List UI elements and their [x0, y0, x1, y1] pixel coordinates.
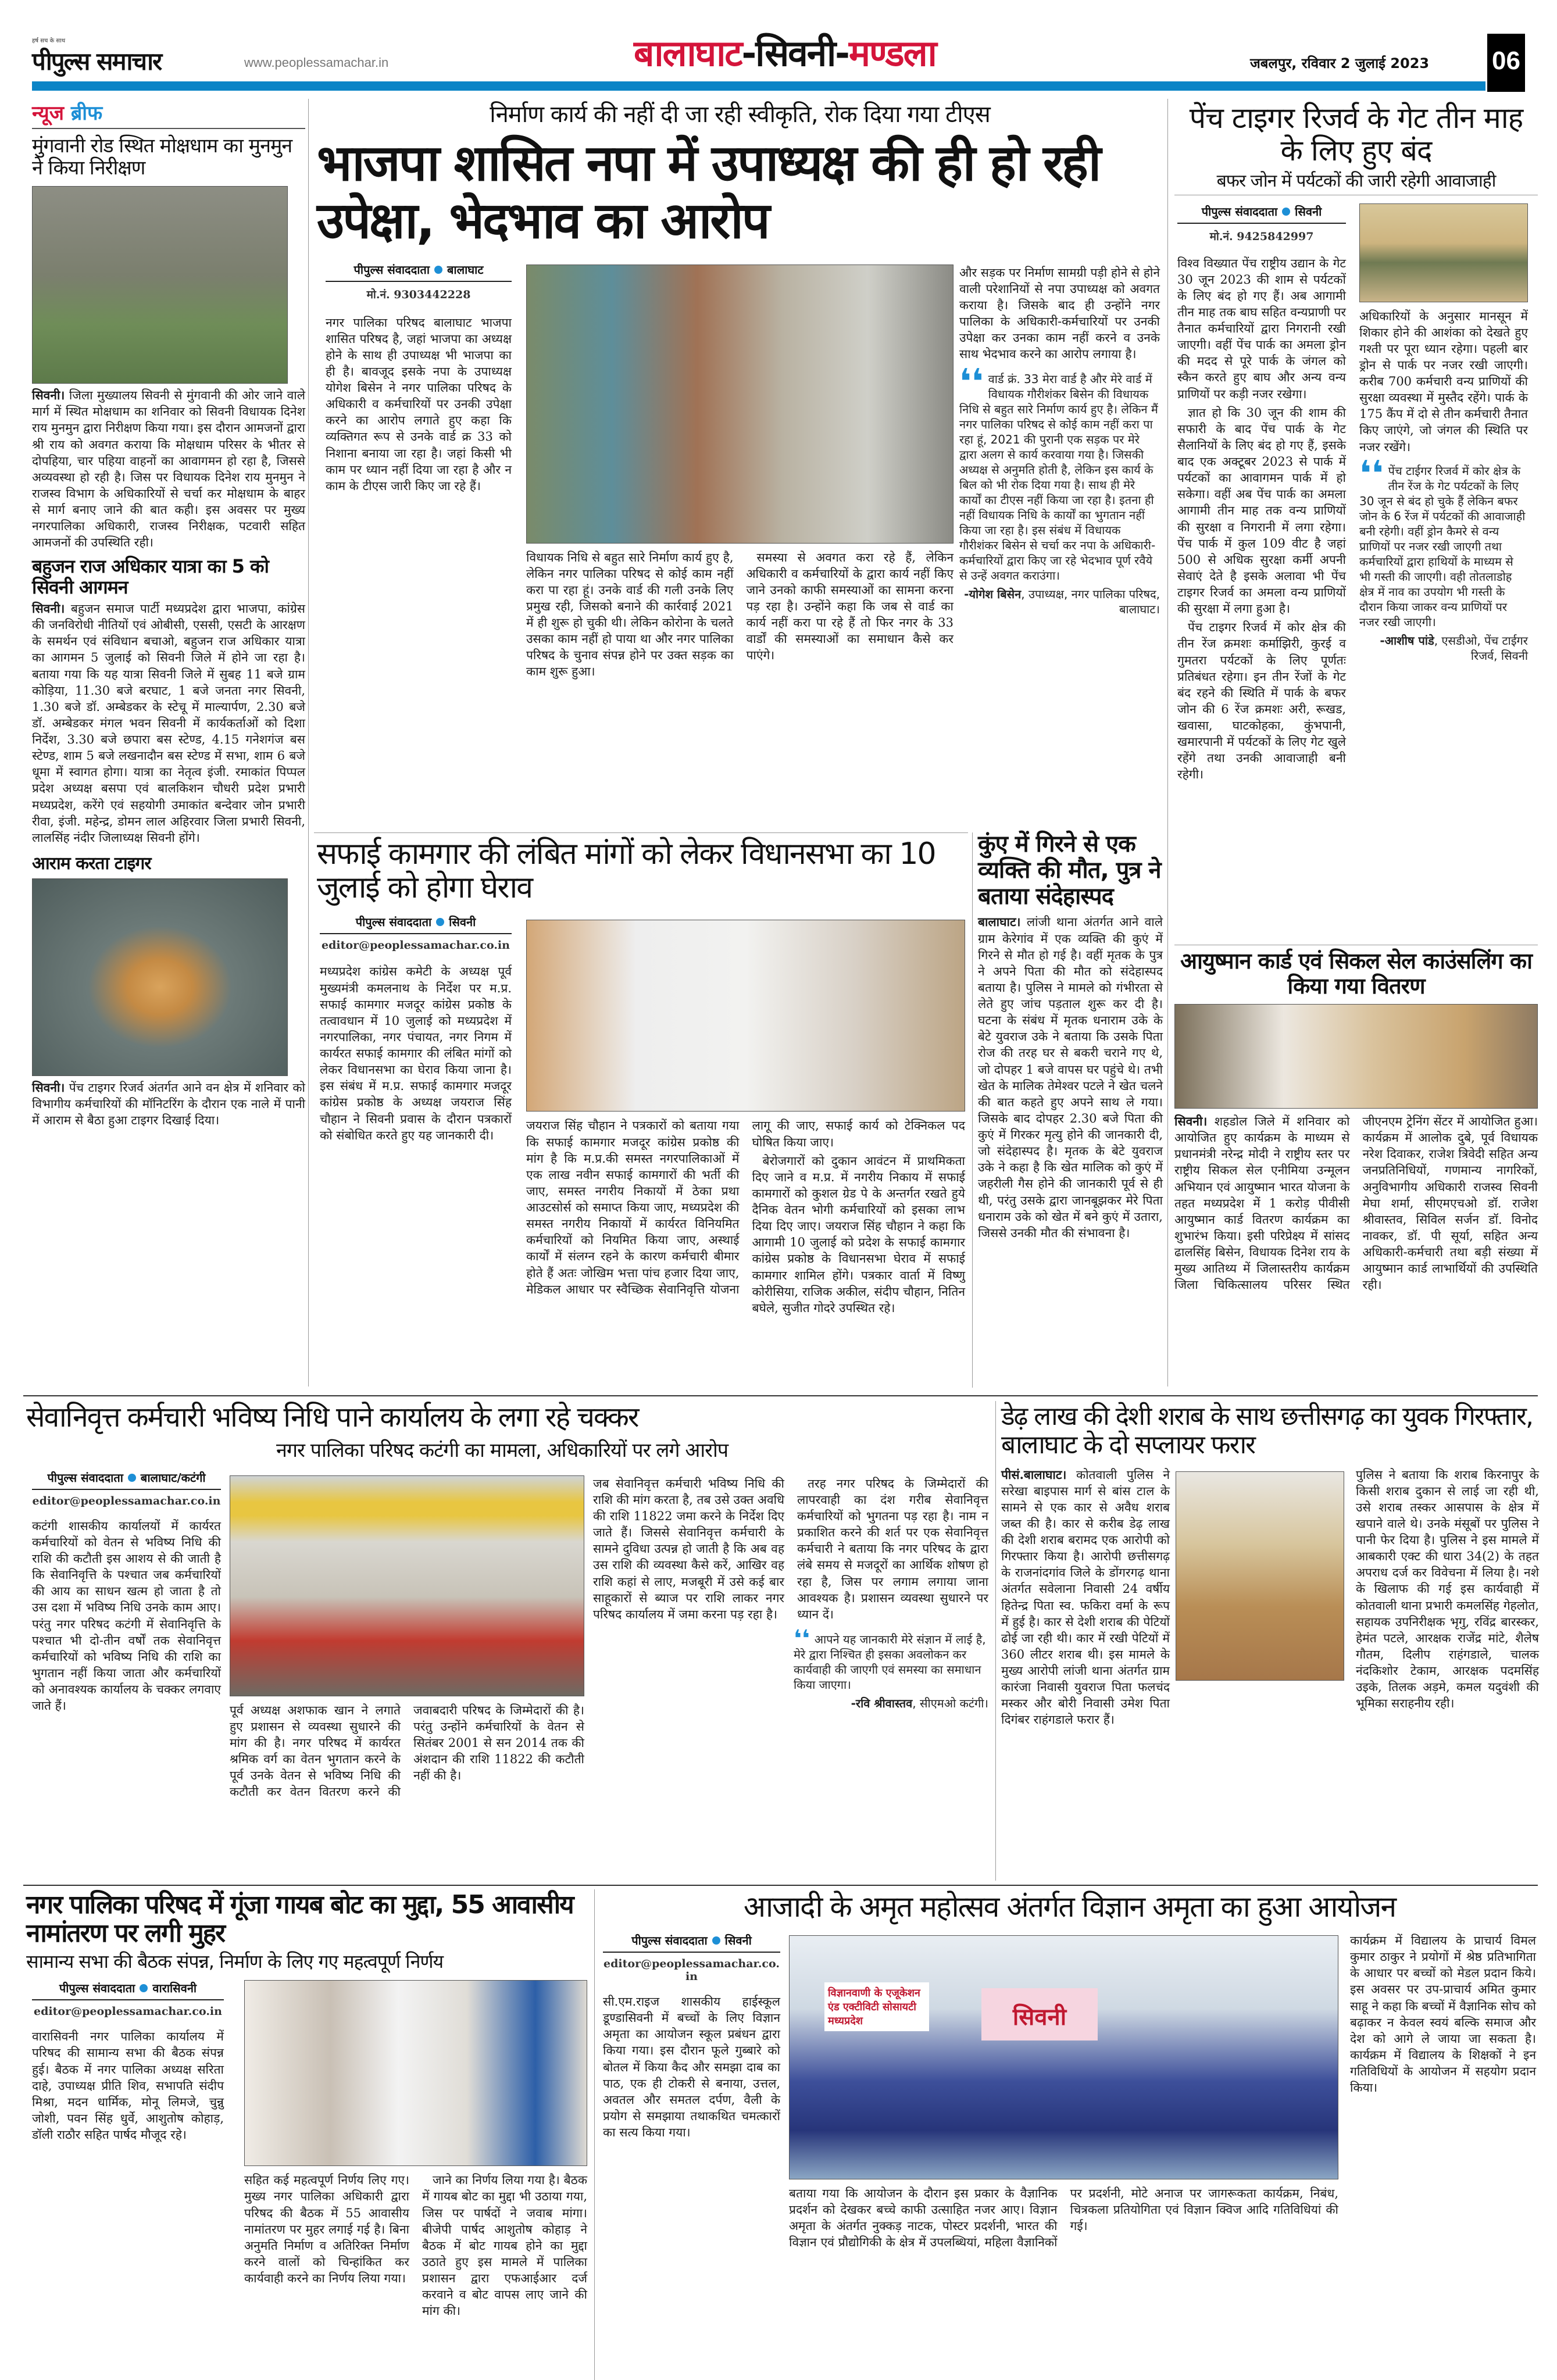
quote-role: , एसडीओ, पेंच टाईगर रिजर्व, सिवनी [1434, 633, 1528, 663]
byline-place: वारासिवनी [152, 1981, 197, 1996]
byline-place: बालाघाट/कटंगी [140, 1470, 206, 1485]
brief-dateline: सिवनी। [32, 1080, 65, 1095]
quote-mark-icon: ❛❛ [1359, 453, 1384, 494]
vigyan-body-right [1350, 1932, 1536, 2098]
pf-subhead: नगर पालिका परिषद कटंगी का मामला, अधिकारियों पर लगे आरोप [276, 1438, 728, 1462]
byline-source: पीपुल्स संवाददाता [353, 262, 430, 277]
main-body-under-photo [526, 549, 954, 680]
paragraph: बताया गया कि आयोजन के दौरान इस प्रकार के वैज्ञानिक प्रदर्शन को देखकर बच्चे काफी उत्साहित नजर आए। विज्ञान अमृता के अंतर्गत नुक्कड़ नाटक, पोस्टर प्रदर्शनी, भारत की विज्ञान एवं प्रौद्योगिकी के क्षेत्र में उपलब्धियां, महिला वैज्ञानिकों पर प्रदर्शनी, मोटे अनाज पर जागरूकता कार्यक्रम, निबंध, चित्रकला प्रतियोगिता एवं विज्ञान क्विज आदि गतिविधियां की गई। [789, 2186, 1338, 2250]
byline [32, 1980, 224, 2000]
liquor-body-left [1001, 1467, 1170, 1728]
pench-body-right [1359, 308, 1528, 455]
quote-attribution [959, 587, 1160, 617]
pf-body-right [593, 1475, 988, 1625]
waraseoni-headline: नगर पालिका परिषद में गूंजा गायब बोट का मुद्दा, 55 आवासीय नामांतरण पर लगी मुहर [26, 1890, 573, 1949]
paragraph: सी.एम.राइज शासकीय हाईस्कूल डूण्डासिवनी में बच्चों के लिए विज्ञान अमृता का आयोजन स्कूल प्रबंधन द्वारा किया गया। इस दौरान फूले गुब्बारे को बोतल में किया कैद और समझा दाब का पाठ, एक ही टोकरी से बनाया, उत्तल, अवतल और समतल दर्पण, वैली के प्रयोग से समझाया तथाकथित चमत्कारों का सत्य किया गया। [603, 1995, 780, 2139]
vigyan-headline: आजादी के अमृत महोत्सव अंतर्गत विज्ञान अमृता का हुआ आयोजन [743, 1890, 1396, 1924]
paragraph: जब सेवानिवृत्त कर्मचारी भविष्य निधि की राशि की मांग करता है, तब उसे उक्त अवधि की राशि 11822 जमा करने के निर्देश दिए जाते हैं। जिससे सेवानिवृत्त कर्मचारी के सामने दुविधा उत्पन्न हो जाती है कि अब वह उस राशि की व्यवस्था कैसे करें, आखिर वह राशि कहां से लाए, मजबूरी में उसे कई बार साहूकारों से ब्याज पर राशि लाकर नगर परिषद कार्यालय में जमा करना पड़ रहा है। [593, 1476, 784, 1621]
paragraph: जाने का निर्णय लिया गया है। बैठक में गायब बोट का मुद्दा भी उठाया गया, जिस पर पार्षदों ने जवाब मांगा। बीजेपी पार्षद आशुतोष कोहाड़ ने बैठक में बोट गायब होने का मुद्दा उठाते हुए इस मामले में पालिका प्रशासन द्वारा एफआईआर दर्ज करवाने व बोट वापस लाए जाने की मांग की। [422, 2173, 587, 2318]
pench-headline: पेंच टाइगर रिजर्व के गेट तीन माह के लिए हुए बंद [1189, 101, 1523, 167]
byline [320, 914, 512, 934]
brief-label: ब्रीफ [70, 102, 103, 125]
quote-mark-icon: ❛❛ [959, 362, 984, 403]
byline-place: सिवनी [724, 1934, 752, 1947]
logo-tagline: हर्ष सच के साथ [32, 38, 66, 44]
byline-source: पीपुल्स संवाददाता [59, 1981, 135, 1996]
logo [32, 36, 161, 77]
photo-arrested-youth-with-police [1176, 1471, 1344, 1681]
column-divider [308, 99, 309, 1386]
bullet-dot-icon [1282, 208, 1290, 216]
liquor-story [1001, 1402, 1539, 1727]
pf-left-col [32, 1470, 221, 1714]
quote-text: पेंच टाईगर रिजर्व में कोर क्षेत्र के तीन रेंज के गेट पर्यटकों के लिए 30 जून से बंद हो चुके हैं लेकिन बफर जोन के 6 रेंज में पर्यटकों की आवाजाही बनी रहेगी। वहीं ड्रोन कैमरे से वन्य प्राणियों पर नजर रखी जाएगी तथा कर्मचारियों द्वारा हाथियों के माध्यम से भी गस्ती की जाएगी। वही तोतलाडोह क्षेत्र में नाव का उपयोग भी गस्ती के दौरान किया जाकर वन्य प्राणियों पर नजर रखी जाएगी। [1359, 463, 1526, 629]
photo-nagar-parishad-office [230, 1475, 584, 1696]
waraseoni-story [26, 1890, 590, 2318]
brief-body [32, 1080, 305, 1128]
brief-dateline: सिवनी। [32, 601, 65, 616]
bullet-dot-icon [712, 1936, 720, 1945]
main-body-col1: नगर पालिका परिषद बालाघाट भाजपा शासित परिषद है, जहां भाजपा का अध्यक्ष होने के साथ ही उपाध्यक्ष भी भाजपा का ही है। बावजूद इसके नपा के उपाध्यक्ष योगेश बिसेन ने नगर पालिका परिषद के अधिकारी व कर्मचारियों पर उनकी उपेक्षा करने का आरोप लगाते हुए कहा कि व्यक्तिगत रूप से उनके वार्ड क्र 33 को निशाना बनाया जा रहा है। जहां किसी भी काम पर ध्यान नहीं दिया जा रहा है और न काम के टीएस जारी किए जा रहे हैं। [326, 315, 512, 493]
main-story [317, 101, 1163, 679]
pull-quote [1359, 453, 1528, 663]
news-brief-label [32, 99, 305, 129]
waraseoni-body-under-photo [244, 2172, 587, 2319]
paragraph: पूर्व अध्यक्ष अशफाक खान ने लगाते हुए प्रशासन से व्यवस्था सुधारने की मांग की है। नगर परिषद में कार्यरत श्रमिक वर्ग का वेतन भुगतान करने के पूर्व उनके वेतन से भविष्य निधि की कटौती कर वेतन वितरण करने की जवाबदारी परिषद के जिम्मेदारों की है। परंतु उन्होंने कर्मचारियों के वेतन से सितंबर 2001 से सन 2014 तक की अंशदान की राशि 11822 की कटौती नहीं की है। [230, 1703, 584, 1799]
pench-subhead: बफर जोन में पर्यटकों की जारी रहेगी आवाजाही [1174, 171, 1538, 195]
edition-title [634, 28, 936, 77]
pench-body [1177, 255, 1346, 783]
photo-vice-president-group [526, 265, 954, 544]
pf-story [26, 1401, 991, 1799]
contact-email: editor@peoplessamachar.co.in [32, 1494, 221, 1507]
brief-text: जिला मुख्यालय सिवनी से मुंगवानी की ओर जाने वाले मार्ग में स्थित मोक्षधाम का शनिवार को सिवनी विधायक दिनेश राय मुनमुन द्वारा निरीक्षण किया गया। इस दौरान आमजनों द्वारा श्री राय को अवगत कराया कि मोक्षधाम परिसर के भीतर से दोपहिया, चार पहिया वाहनों का आवागमन हो रहा है, जिससे अव्यवस्था हो रही है। जिस पर विधायक दिनेश राय मुनमुन ने राजस्व विभाग के अधिकारियों से चर्चा कर मोक्षधाम के बाहर से मार्ग बनाए जाने की बात कही। इस अवसर पर मुख्य नगरपालिका अधिकारी, राजस्व निरीक्षक, पटवारी सहित आमजनों की उपस्थिति रही। [32, 388, 305, 550]
liquor-headline: डेढ़ लाख की देशी शराब के साथ छत्तीसगढ़ का युवक गिरफ्तार, बालाघाट के दो सप्लायर फरार [1001, 1402, 1533, 1460]
byline-source: पीपुल्स संवाददाता [47, 1470, 123, 1485]
safai-left-col [320, 914, 512, 1143]
vigyan-amrita-story [600, 1890, 1539, 2250]
paragraph: कार्यक्रम में विद्यालय के प्राचार्य विमल कुमार ठाकुर ने प्रयोगों में श्रेष्ठ प्रतिभागिता के आधार पर बच्चों को मेडल प्रदान किये। इस अवसर पर उप-प्राचार्य अमित कुमार साहू ने कहा कि बच्चों में वैज्ञानिक सोच को बढ़ाकर न केवल स्वयं बल्कि समाज और देश को आगे ले जाया जा सकता है। कार्यक्रम में विद्यालय के शिक्षकों ने इन गतिविधियों के आयोजन में सहयोग प्रदान किया। [1350, 1934, 1536, 2095]
page-number-text: 06 [1492, 47, 1520, 75]
well-body [978, 914, 1163, 1241]
safai-body-under-photo [526, 1117, 965, 1316]
quote-role: , सीएमओ कटंगी। [912, 1696, 988, 1710]
dateline: जबलपुर, रविवार 2 जुलाई 2023 [1250, 55, 1430, 72]
pench-story [1174, 101, 1538, 782]
paragraph: वारासिवनी नगर पालिका कार्यालय में परिषद की सामान्य सभा की बैठक संपन्न हुई। बैठक में नगर पालिका अध्यक्ष सरिता दाहे, उपाध्यक्ष प्रीति शिव, सभापति संदीप मिश्रा, मदन धार्मिक, मोनू लिमजे, चुन्नु जोशी, पवन सिंह धुर्वे, आशुतोष कोहाड़, डॉली राठौर सहित पार्षद मौजूद रहे। [32, 2029, 224, 2142]
paragraph: ज्ञात हो कि 30 जून की शाम की सफारी के बाद पेंच पार्क के गेट सैलानियों के लिए बंद हो गए हैं, इसके बाद एक अक्टूबर 2023 से पार्क में पर्यटकों का आवागमन पार्क में हो सकेगा। वहीं अब पेंच पार्क का अमला आगामी तीन माह तक वन्य प्राणियों की सुरक्षा व निगरानी में लगा रहेगा। पेंच पार्क में कुल 109 वीट है जहां 500 से अधिक सुरक्षा कर्मी अपनी सेवाएं देते है इसके अलावा भी पेंच टाइगर रिजर्व का अमला वन्य प्राणियों की सुरक्षा में लगा हुआ है। [1177, 405, 1346, 616]
page-number [1487, 34, 1525, 92]
main-headline: भाजपा शासित नपा में उपाध्यक्ष की ही हो रही उपेक्षा, भेदभाव का आरोप [317, 134, 1100, 250]
quote-name: -योगेश बिसेन [964, 587, 1022, 602]
photo-moksha-dham-inspection [32, 186, 288, 384]
photo-ayushman-card-distribution [1174, 1004, 1538, 1109]
photo-council-meeting [244, 1980, 587, 2166]
photo-press-conference [526, 920, 965, 1112]
row-divider [23, 1885, 1538, 1886]
bullet-dot-icon [140, 1984, 148, 1992]
quote-attribution [794, 1696, 988, 1711]
paragraph: पेंच टाइगर रिजर्व में कोर क्षेत्र की तीन रेंज क्रमशः कर्माझिरी, कुरई व गुमतरा पर्यटकों के लिए पूर्णतः प्रतिबंधत रहेगा। इन तीन रेंजों के गेट बंद रहने की स्थिति में पार्क के बफर जोन की 6 रेंज क्रमशः अरी, रूखड, खवासा, घाटकोहका, कुंभपानी, खमारपानी में पर्यटकों के लिए गेट खुले रहेंगे तथा उनकी आवाजाही बनी रहेगी। [1177, 620, 1346, 782]
edition-balaghat: बालाघाट [634, 32, 742, 74]
paragraph: जयराज सिंह चौहान ने पत्रकारों को बताया गया कि सफाई कामगार मजदूर कांग्रेस प्रकोष्ठ की मांग है कि म.प्र.की समस्त नगरपालिकाओं में एक लाख नवीन सफाई कामगारों की भर्ती की जाए, समस्त नगरीय निकायों में ठेका प्रथा आउटसोर्स को समाप्त किया जाए, मध्यप्रदेश की समस्त नगरीय निकायों में कार्यरत विनियमित कर्मचारियों को नियमित किया जाए, अस्थाई कार्यों में संलग्न रहने के कारण कर्मचारी बीमार होते हैं अतः जोखिम भत्ता पांच हजार दिया जाए, मेडिकल आधार पर स्वैच्छिक सेवानिवृत्ति योजना लागू की जाए, सफाई कार्य को टेक्निकल पद घोषित किया जाए। [526, 1118, 965, 1296]
ayushman-dateline: सिवनी। [1174, 1114, 1208, 1129]
news-label: न्यूज [32, 102, 64, 125]
byline-source: पीपुल्स संवाददाता [1201, 204, 1278, 219]
safai-story [317, 837, 968, 1315]
bullet-dot-icon [436, 918, 444, 926]
contact-email: editor@peoplessamachar.co.in [322, 939, 510, 952]
paragraph: समस्या से अवगत करा रहे हैं, लेकिन अधिकारी व कर्मचारियों के द्वारा कार्य नहीं किए जाने उनको काफी समस्याओं का सामना करना पड़ रहा है। उन्होंने कहा कि जब से वार्ड का कार्य नहीं करा पा रहे हैं तो फिर नगर के 33 वार्डों की समस्याओं का समाधान कैसे कर पाएंगे। [746, 550, 954, 663]
brief-text: पेंच टाइगर रिजर्व अंतर्गत आने वन क्षेत्र में शनिवार को विभागीय कर्मचारियों की मॉनिटरिंग के दौरान एक नाले में पानी में आराम से बैठा हुआ टाइगर दिखाई दिया। [32, 1080, 305, 1127]
byline [326, 262, 512, 282]
column-divider [972, 832, 973, 1388]
byline-source: पीपुल्स संवाददाता [355, 915, 432, 930]
row-divider [23, 1395, 1538, 1396]
masthead-blue-bar [32, 81, 1485, 91]
byline-place: सिवनी [449, 915, 476, 930]
pench-left-col [1177, 203, 1346, 785]
edition-seoni: -सिवनी- [741, 32, 849, 74]
waraseoni-left-col [32, 1980, 224, 2143]
paragraph: तरह नगर परिषद के जिम्मेदारों की लापरवाही का दंश गरीब सेवानिवृत्त कर्मचारियों को भुगतना पड़ रहा है। नाम न प्रकाशित करने की शर्त पर एक सेवानिवृत्त कर्मचारी ने बताया कि नगर परिषद के द्वारा लंबे समय से मजदूरों का आर्थिक शोषण हो रहा है, जिस पर लगाम लगाया जाना आवश्यक है। प्रशासन व्यवस्था सुधारने पर ध्यान दें। [797, 1476, 988, 1621]
brief-headline: बहुजन राज अधिकार यात्रा का 5 को सिवनी आगमन [32, 555, 269, 599]
pf-body-under-photo [230, 1702, 584, 1800]
brief-headline: आराम करता टाइगर [32, 853, 151, 874]
paragraph: विश्व विख्यात पेंच राष्ट्रीय उद्यान के गेट 30 जून 2023 की शाम से पर्यटकों के लिए बंद हो गए हैं। अब आगामी तीन माह तक बाघ सहित वन्यप्राणी पर तैनात कर्मचारियों द्वारा निगरानी रखी जाएगी। वहीं पेंच पार्क का अमला ड्रोन की मदद से पूरे पार्क के जंगल को स्कैन करते हुए बाघ और अन्य वन्य प्राणियों पर कड़ी नजर रखेगा। [1177, 256, 1346, 401]
paragraph: अधिकारियों के अनुसार मानसून में शिकार होने की आशंका को देखते हुए गश्ती पर पूरा ध्यान रहेगा। पहली बार ड्रोन से पार्क पर नजर रखी जाएगी। करीब 700 कर्मचारी वन्य प्राणियों की सुरक्षा व्यवस्था में मुस्तैद रहेंगे। पार्क के 175 कैंप में दो से तीन कर्मचारी तैनात किए जाएंगे, जो जंगल की स्थिति पर नजर रखेंगे। [1359, 309, 1528, 454]
photo-pench-gate [1359, 203, 1528, 302]
byline-source: पीपुल्स संवाददाता [631, 1934, 708, 1947]
pf-headline: सेवानिवृत्त कर्मचारी भविष्य निधि पाने कार्यालय के लगा रहे चक्कर [26, 1401, 638, 1434]
pull-quote [794, 1625, 988, 1711]
main-right-col [959, 265, 1160, 617]
pull-quote [959, 362, 1160, 617]
quote-role: , उपाध्यक्ष, नगर पालिका परिषद, बालाघाट। [1021, 587, 1160, 617]
ayushman-story [1174, 945, 1538, 1293]
quote-mark-icon: ❛❛ [794, 1625, 810, 1652]
brief-headline: मुंगवानी रोड स्थित मोक्षधाम का मुनमुन ने किया निरीक्षण [32, 134, 292, 180]
pench-right-col [1359, 203, 1528, 663]
liquor-dateline: पीसं.बालाघाट। [1001, 1467, 1067, 1482]
ayushman-body [1174, 1113, 1538, 1293]
well-headline: कुंए में गिरने से एक व्यक्ति की मौत, पुत्र ने बताया संदेहास्पद [978, 831, 1161, 910]
brief-text: बहुजन समाज पार्टी मध्यप्रदेश द्वारा भाजपा, कांग्रेस की जनविरोधी नीतियों एवं ओबीसी, एससी, एसटी के आरक्षण के समर्थन एवं संविधान बचाओ, बहुजन राज अधिकार यात्रा का आगमन 5 जुलाई को सिवनी जिले में होने जा रहा है। बताया गया कि यह यात्रा सिवनी जिले में सुबह 11 बजे ग्राम कोड़िया, 11.30 बजे बरघाट, 1 बजे जनता नगर सिवनी, 1.30 बजे डॉ. अम्बेडकर के स्टेचू में माल्यार्पण, 2.30 बजे डॉ. अम्बेडकर मंगल भवन सिवनी में कार्यकर्ताओं को दिशा निर्देश, 3.30 बजे छपारा बस स्टेण्ड, 4.15 गनेशगंज बस स्टेण्ड, शाम 5 बजे लखनादौन बस स्टेण्ड में सभा, शाम 6 बजे धूमा में स्वागत होगा। यात्रा का नेतृत्व इंजी. रमाकांत पिप्पल प्रदेश अध्यक्ष बसपा एवं बालकिशन चौधरी प्रदेश प्रभारी मध्यप्रदेश, करेंगे एवं सहयोगी उमाकांत बन्देवार जोन प्रभारी रीवा, इंजी. महेन्द्र, डोमन लाल अहिरवार जिला प्रभारी सिवनी, लालसिंह नंदीर जिलाध्यक्ष सिवनी होंगे। [32, 602, 305, 845]
brief-body [32, 387, 305, 551]
paragraph: कटंगी शासकीय कार्यालयों में कार्यरत कर्मचारियों को वेतन से भविष्य निधि की राशि की कटौती इस आशय से की जाती है कि सेवानिवृत्ति के पश्चात जब कर्मचारियों की आय का साधन खत्म हो जाता है तो उस दशा में भविष्य निधि उनके काम आए। परंतु नगर परिषद कटंगी में सेवानिवृत्ति के पश्चात भी दो-तीन वर्षों तक सेवानिवृत्त कर्मचारियों को भविष्य निधि की राशि का भुगतान नहीं किया जाता और कर्मचारियों को अनावश्यक कार्यालय के चक्कर लगवाए जाते हैं। [32, 1518, 221, 1713]
contact-email: editor@peoplessamachar.co.in [34, 2005, 222, 2018]
waraseoni-subhead: सामान्य सभा की बैठक संपन्न, निर्माण के लिए गए महत्वपूर्ण निर्णय [26, 1950, 444, 1972]
liquor-body-right [1356, 1467, 1539, 1714]
vigyan-body-under-photo [789, 2185, 1338, 2251]
contact-email: editor@peoplessamachar.co.in [603, 1957, 780, 1983]
well-dateline: बालाघाट। [978, 914, 1021, 930]
column-divider [1167, 99, 1168, 1386]
paragraph: बेरोजगारों को दुकान आवंटन में प्राथमिकता दिए जाने व म.प्र. में नगरीय निकाय में सफाई कामगारों को कुशल ग्रेड पे के अन्तर्गत रखते हुये दैनिक वेतन भोगी कर्मचारियों को इसका लाभ दिया दिए जाए। जयराज सिंह चौहान ने कहा कि आगामी 10 जुलाई को प्रदेश के सफाई कामगार कांग्रेस प्रकोष्ठ के विधानसभा घेराव में सफाई कामगार शामिल होंगे। पत्रकार वार्ता में विष्णु कोरीसिया, राजिक अकील, संदीप चौहान, नितिन बघेले, सुजीत गोदरे उपस्थित रहे। [752, 1153, 965, 1315]
byline-place: बालाघाट [447, 262, 484, 277]
website-url: www.peoplessamachar.in [244, 55, 389, 70]
photo-resting-tiger [32, 878, 288, 1076]
paragraph: विधायक निधि से बहुत सारे निर्माण कार्य हुए है, लेकिन नगर पालिका परिषद से कोई काम नहीं करा पा रहा हूं। उनके वार्ड की गली उनके लिए प्रमुख रही, जिसको बनाने की कार्रवाई 2021 में ही शुरू हो चुकी थी। लेकिन कोरोना के चलते उसका काम नहीं हो पाया था और नगर पालिका परिषद के चुनाव संपन्न होने पर उक्त सड़क का काम शुरू हुआ। [526, 550, 734, 679]
contact-number: मो.नं. 9303442228 [366, 288, 471, 301]
main-byline-block [326, 262, 512, 494]
well-text: लांजी थाना अंतर्गत आने वाले ग्राम केरेगांव में एक व्यक्ति की कुएं में गिरने से मौत हो गई है। वहीं मृतक के पुत्र ने अपने पिता की मौत को संदेहास्पद बताया है। पुलिस ने मामले को गंभीरता से लेते हुए जांच पड़ताल शुरू कर दी है। घटना के संबंध में मृतक धनाराम उके के बेटे युवराज उके ने बताया कि उसके पिता रोज की तरह घर से बकरी चराने गए थे, जो दोपहर 1 बजे वापस घर पहुंचे थे। तभी खेत के मालिक तेमेश्वर पटले ने खेत चलने की बात कहते हुए अपने साथ ले गया। जिसके बाद दोपहर 2.30 बजे पिता की कुएं में गिरकर मृत्यु होने की जानकारी दी, जो संदेहास्पद है। मृतक के बेटे युवराज उके ने कहा है कि खेत मालिक को कुएं में जहरीली गैस होने की जानकारी पूर्व से ही थी, परंतु उसके द्वारा जानबूझकर मेरे पिता धनाराम उके को खेत में बने कुएं में उतारा, जिससे उनकी मौत की संभावना है। [978, 915, 1163, 1240]
column-divider [995, 1401, 996, 1881]
quote-text: आपने यह जानकारी मेरे संज्ञान में लाई है, मेरे द्वारा निश्चित ही इसका अवलोकन कर कार्यवाही की जाएगी एवं समस्या का समाधान किया जाएगा। [794, 1632, 986, 1692]
quote-name: -रवि श्रीवास्तव [851, 1696, 913, 1710]
quote-attribution [1359, 633, 1528, 663]
bullet-dot-icon [434, 266, 442, 274]
paragraph: सहित कई महत्वपूर्ण निर्णय लिए गए। मुख्य नगर पालिका अधिकारी द्वारा परिषद की बैठक में 55 आवासीय नामांतरण पर मुहर लगाई गई है। बिना अनुमति निर्माण व अतिरिक्त निर्माण करने वालों को चिन्हांकित कर कार्यवाही करने का निर्णय लिया गया। [244, 2173, 409, 2286]
paragraph: कोतवाली पुलिस ने सरेखा बाइपास मार्ग से बांस टाल के सामने से एक कार से अवैध शराब जब्त की है। कार से करीब डेढ़ लाख की देशी शराब बरामद एक आरोपी को गिरफ्तार किया है। आरोपी छत्तीसगढ़ के राजनांदगांव जिले के डोंगरगढ़ थाना अंतर्गत सवेलाना निवासी 24 वर्षीय हितेन्द्र पिता स्व. फकिरा वर्मा के रूप में हुई है। कार से देशी शराब की पेटियों ढोई जा रही थी। कार में रखी पेटियों में 360 लीटर शराब थी। इस मामले के मुख्य आरोपी लांजी थाना अंतर्गत ग्राम कारंजा निवासी युवराज पिता फलचंद मस्कर और बोरी निवासी उमेश पिता दिगंबर राहंगडाले फरार हैं। [1001, 1467, 1170, 1727]
ayushman-text: शहडोल जिले में शनिवार को आयोजित हुए कार्यक्रम के माध्यम से प्रधानमंत्री नरेन्द्र मोदी ने राष्ट्रीय स्तर पर राष्ट्रीय सिकल सेल एनीमिया उन्मूलन अभियान एवं आयुष्मान भारत योजना के तहत मध्यप्रदेश में 1 करोड़ पीवीसी आयुष्मान कार्ड वितरण कार्यक्रम का शुभारंभ किया। इसी परिप्रेक्ष्य में सांसद ढालसिंह बिसेन, विधायक दिनेश राय के मुख्य आतिथ्य में जिलास्तरीय कार्यक्रम जिला चिकित्सालय परिसर स्थित जीएनएम ट्रेनिंग सेंटर में आयोजित हुआ। कार्यक्रम में आलोक दुबे, पूर्व विधायक नरेश दिवाकर, राजेश त्रिवेदी सहित अन्य जनप्रतिनिधियों, गणमान्य नागरिकों, अनुविभागीय अधिकारी राजस्व सिवनी मेघा शर्मा, सीएमएचओ डॉ. राजेश श्रीवास्तव, सिविल सर्जन डॉ. विनोद नावकर, डॉ. पी सूर्या, सहित अन्य अधिकारी-कर्मचारी तथा बड़ी संख्या में आयुष्मान कार्ड लाभार्थियों की उपस्थिति रही। [1174, 1114, 1538, 1292]
column-divider [594, 1889, 595, 2380]
photo-banner-text: विज्ञानवाणी के एजूकेशन एंड एक्टीविटी सोसायटी मध्यप्रदेश [824, 1982, 929, 2031]
edition-mandla: मण्डला [848, 32, 936, 74]
news-brief-column [32, 99, 305, 1128]
brief-dateline: सिवनी। [32, 388, 65, 403]
byline [603, 1932, 780, 1953]
paragraph: मध्यप्रदेश कांग्रेस कमेटी के अध्यक्ष पूर्व मुख्यमंत्री कमलनाथ के निर्देश पर म.प्र. सफाई कामगार मजदूर कांग्रेस प्रकोष्ठ के तत्वावधान में 10 जुलाई को मध्यप्रदेश में नगरपालिका, नगर पंचायत, नगर निगम में कार्यरत सफाई कामगार की लंबित मांगों को लेकर विधानसभा का घेराव किया जाना है। इस संबंध में म.प्र. सफाई कामगार मजदूर कांग्रेस प्रकोष्ठ के अध्यक्ष जयराज सिंह चौहान ने सिवनी प्रवास के दौरान पत्रकारों को संबोधित करते हुए यह जानकारी दी। [320, 964, 512, 1142]
quote-text: वार्ड क्रं. 33 मेरा वार्ड है और मेरे वार्ड में विधायक गौरीशंकर बिसेन की विधायक निधि से बहुत सारे निर्माण कार्य हुए है। लेकिन मैं नगर पालिका परिषद से कोई काम नहीं करा पा रहा हूं, 2021 की पुरानी एक सड़क पर मेरे द्वारा अलग से कार्य करवाया गया है। जिसकी अध्यक्ष से अनुमति होती है, लेकिन इस कार्य के बिल को भी रोक दिया गया है। साथ ही मेरे कार्यों का टीएस नहीं किया जा रहा है। इतना ही नहीं विधायक निधि के कार्यों का भुगतान नहीं किया जा रहा है। इस संबंध में विधायक गौरीशंकर बिसेन से चर्चा कर नपा के अधिकारी-कर्मचारियों द्वारा किए जा रहे भेदभाव पूर्ण रवैये से उन्हें अवगत कराउंगा। [959, 372, 1158, 583]
vigyan-left-col [603, 1932, 780, 2140]
brief-body [32, 601, 305, 846]
photo-students-science-event [789, 1935, 1338, 2179]
main-kicker: निर्माण कार्य की नहीं दी जा रही स्वीकृति, रोक दिया गया टीएस [490, 101, 990, 128]
byline [32, 1470, 221, 1490]
contact-number: मो.नं. 9425842997 [1209, 230, 1314, 243]
ayushman-headline: आयुष्मान कार्ड एवं सिकल सेल काउंसलिंग का किया गया वितरण [1180, 948, 1532, 999]
paragraph: और सड़क पर निर्माण सामग्री पड़ी होने से होने वाली परेशानियों से नपा उपाध्यक्ष को अवगत कराया है। जिसके बाद ही उन्होंने नगर पालिका के अधिकारी-कर्मचारियों पर उनकी उपेक्षा कर उनका काम नहीं करने व उनके साथ भेदभाव करने का आरोप लगाया है। [959, 265, 1160, 362]
logo-text: पीपुल्स समाचार [32, 47, 162, 76]
quote-name: -आशीष पांडे [1380, 633, 1434, 648]
section-divider [314, 832, 968, 833]
bullet-dot-icon [128, 1474, 136, 1482]
pf-right-col [593, 1475, 988, 1711]
byline-place: सिवनी [1295, 204, 1322, 219]
safai-headline: सफाई कामगार की लंबित मांगों को लेकर विधानसभा का 10 जुलाई को होगा घेराव [317, 837, 935, 906]
well-death-story [978, 831, 1163, 1241]
byline [1177, 203, 1346, 224]
paragraph: पुलिस ने बताया कि शराब किरनापुर के किसी शराब दुकान से लाई जा रही थी, उसे शराब तस्कर आसपास के क्षेत्र में खपाने वाले थे। उनके मंसूबों पर पुलिस ने पानी फेर दिया है। पुलिस ने इस मामले में आबकारी एक्ट की धारा 34(2) के तहत अपराध दर्ज कर विवेचना में लिया है। नशे के खिलाफ की गई इस कार्यवाही में कोतवाली थाना प्रभारी कमलसिंह गेहलोत, सहायक उपनिरीक्षक भृगु, रविंद्र बारस्कर, हेमंत पटले, आरक्षक राजेंद्र मांटे, शैलेष गौतम, दिलीप राहंगडाले, चालक नंदकिशोर टेकाम, आरक्षक पदमसिंह उइके, तिलक अड़मे, कमल यदुवंशी की भूमिका सराहनीय रही। [1356, 1467, 1539, 1711]
photo-sign-text: सिवनी [981, 1988, 1098, 2040]
